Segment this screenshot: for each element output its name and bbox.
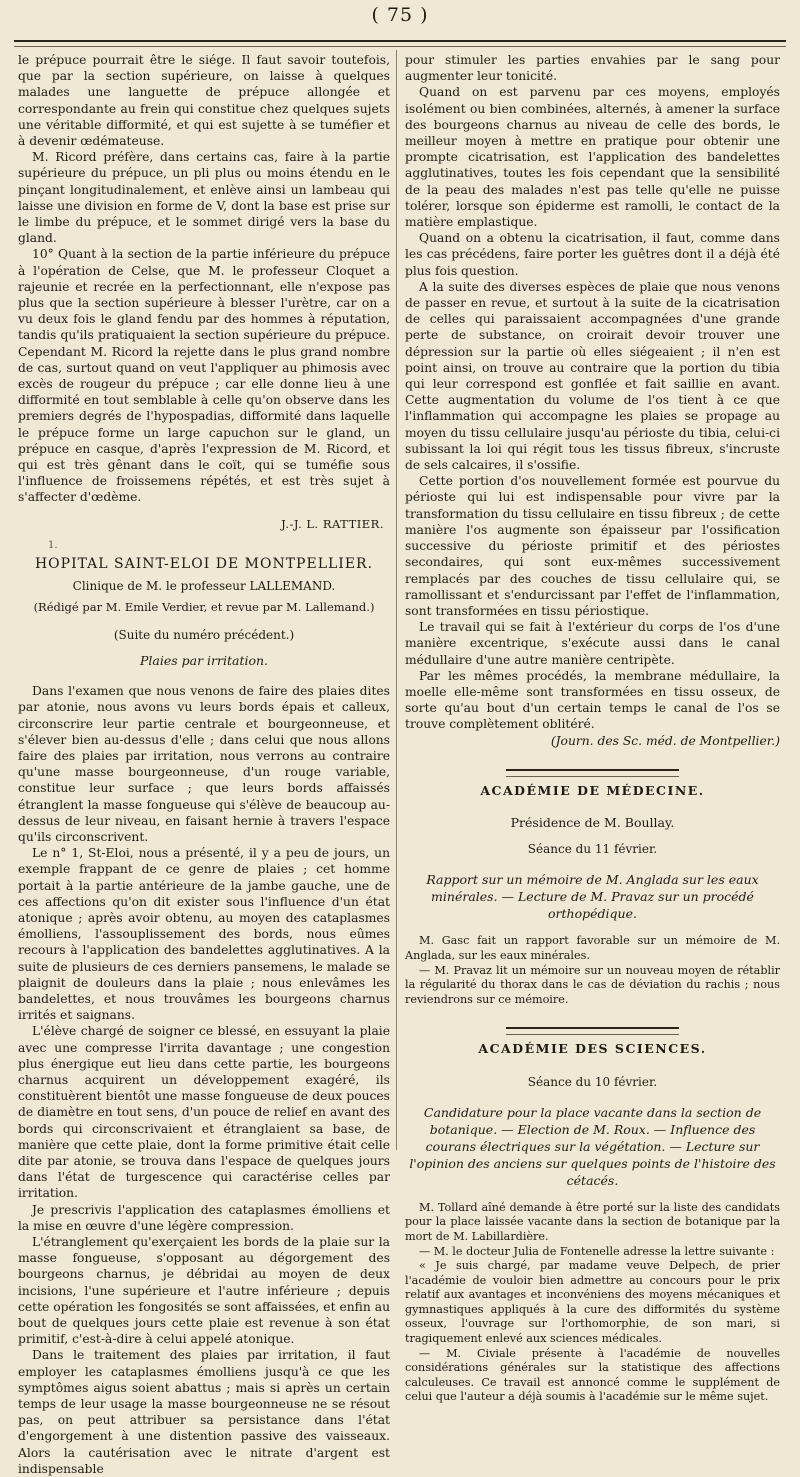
subheading: Plaies par irritation. xyxy=(139,652,269,668)
paragraph: Quand on est parvenu par ces moyens, employés isolément ou bien combinées, alternés, à amener la surface des bourgeons charnus au niveau de celle des bords, le meilleur moyen à mettre en pratique pour obtenir une prompte cicatrisation, est l'application des bandelettes agglutinatives, toutes les fois cependant que la sensibilité de la peau des malades n'est pas telle qu'elle ne puisse tolérer, lorsque son épiderme est ramolli, le contact de la matière emplastique. xyxy=(405,85,780,230)
presidency-line: Présidence de M. Boullay. xyxy=(510,814,675,830)
page-number: ( 75 ) xyxy=(371,4,429,26)
paragraph: Cette portion d'os nouvellement formée est pourvue du périoste qui lui est indispensable pour vivre par la transformation du tissu cellulaire en tissu fibreux ; de cette manière l'os augmente son épaisseur par l'ossification successive du périoste primitif et des périostes secondaires, qui sont eux-mêmes successivement remplacés par des couches de tissu cellulaire qui, se ramollissant et s'endurcissant par l'effet de l'inflammation, sont transformées en tissu périostique. xyxy=(405,474,780,618)
section-separator xyxy=(506,1027,679,1035)
paragraph: M. Tollard aîné demande à être porté sur la liste des candidats pour la place laissée vacante dans la section de botanique par la mort de M. Labillardière. xyxy=(405,1200,780,1243)
paragraph: L'étranglement qu'exerçaient les bords de la plaie sur la masse fongueuse, s'opposant au dégorgement des bourgeons charnus, je débridai au moyen de deux incisions, l'une supérieure et l'autre inférieure ; depuis cette opération les fongosités se sont affaissées, et enfin au bout de quelques jours cette plaie est revenue à son état primitif, c'est-à-dire à celui appelé atonique. xyxy=(18,1235,390,1347)
column-divider xyxy=(396,50,397,1150)
section-separator xyxy=(506,769,679,777)
paragraph: 10° Quant à la section de la partie inférieure du prépuce à l'opération de Celse, que M. le professeur Cloquet a rajeunie et recrée en la perfectionnant, elle n'expose pas plus que la section supérieure à blesser l'urètre, car on a vu deux fois le gland fendu par des hommes à réputation, tandis qu'ils pratiquaient la section supérieure du prépuce. Cependant M. Ricord la rejette dans le plus grand nombre de cas, surtout quand on veut l'appliquer au phimosis avec excès de rougeur du prépuce ; car elle donne lieu à une difformité en tout semblable à celle qu'on observe dans les premiers degrés de l'hypospadias, difformité dans laquelle le prépuce forme un large capuchon sur le gland, un prépuce en casque, d'après l'expression de M. Ricord, et qui est très gênant dans le coït, qui se tuméfie sous l'influence de froissemens répétés, et est très sujet à s'affecter d'œdème. xyxy=(18,247,390,505)
paragraph: A la suite des diverses espèces de plaie que nous venons de passer en revue, et surtout à la suite de la cicatrisation de celles qui paraissaient accompagnées d'une grande perte de substance, on croirait devoir trouver une dépression sur la partie où elles siégeaient ; il n'en est point ainsi, on trouve au contraire que la portion du tibia qui leur correspond est gonflée et fait saillie en avant. Cette augmentation du volume de l'os tient à ce que l'inflammation qui accompagne les plaies se propage au moyen du tissu cellulaire jusqu'au périoste du tibia, celui-ci subissant la loi qui régit tous les tissus fibreux, s'incruste de sels calcaires, il s'ossifie. xyxy=(405,279,780,473)
author-signature: J.-J. L. RATTIER. xyxy=(281,516,384,531)
paragraph: L'élève chargé de soigner ce blessé, en essuyant la plaie avec une compresse l'irrita davantage ; une congestion plus énergique eut lieu dans cette partie, les bourgeons charnus acquirent un développement exagéré, ils constituèrent bientôt une masse fongueuse de deux pouces de diamètre en tout sens, d'un pouce de relief en avant des bords qui circonscrivaient et étranglaient sa base, de manière que cette plaie, dont la forme primitive était celle dite par atonie, se trouva dans l'espace de quelques jours dans l'état de turgescence qui caractérise celles par irritation. xyxy=(18,1024,390,1201)
paragraph: Par les mêmes procédés, la membrane médullaire, la moelle elle-même sont transformées en tissu osseux, de sorte qu'au bout d'un certain temps le canal de l'os se trouve complètement oblitéré. xyxy=(405,668,780,732)
paragraph: — M. Pravaz lit un mémoire sur un nouveau moyen de rétablir la régularité du thorax dans le cas de déviation du rachis ; nous reviendrons sur ce mémoire. xyxy=(405,963,780,1006)
clinic-line: Clinique de M. le professeur LALLEMAND. xyxy=(72,579,336,594)
session-date: Séance du 10 février. xyxy=(527,1074,658,1089)
section-mark: 1. xyxy=(48,539,58,551)
editor-note: (Rédigé par M. Emile Verdier, et revue par M. Lallemand.) xyxy=(33,599,375,614)
paragraph: le prépuce pourrait être le siége. Il faut savoir toutefois, que par la section supérieure, on laisse à quelques malades une languette de prépuce allongée et correspondante au frein qui constitue chez quelques sujets une véritable difformité, et qui est sujette à se tuméfier et à devenir œdémateuse. xyxy=(18,53,390,149)
hospital-title: HOPITAL SAINT-ELOI DE MONTPELLIER. xyxy=(34,556,374,573)
paragraph: M. Gasc fait un rapport favorable sur un mémoire de M. Anglada, sur les eaux minérales. xyxy=(405,934,780,962)
continuation-note: (Suite du numéro précédent.) xyxy=(113,627,295,642)
paragraph: — M. le docteur Julia de Fontenelle adresse la lettre suivante : xyxy=(419,1244,775,1258)
session-date: Séance du 11 février. xyxy=(527,842,658,857)
academy-of-medicine-title: ACADÉMIE DE MÉDECINE. xyxy=(480,782,705,798)
paragraph: Le travail qui se fait à l'extérieur du corps de l'os d'une manière excentrique, s'exécute aussi dans le canal médullaire d'une autre manière centripète. xyxy=(405,620,780,667)
paragraph: « Je suis chargé, par madame veuve Delpech, de prier l'académie de vouloir bien admettre au concours pour le prix relatif aux avantages et inconvéniens des moyens mécaniques et gymnastiques appliqués à la cure des difformités du système osseux, l'ouvrage sur l'orthomorphie, de son mari, si tragiquement enlevé aux sciences médicales. xyxy=(405,1259,780,1346)
paragraph: — M. Civiale présente à l'académie de nouvelles considérations générales sur la statistique des affections calculeuses. Ce travail est annoncé comme le supplément de celui que l'auteur a déjà soumis à l'académie sur le même sujet. xyxy=(405,1346,780,1404)
right-column xyxy=(405,52,780,1405)
paragraph: Dans l'examen que nous venons de faire des plaies dites par atonie, nous avons vu leurs bords épais et calleux, circonscrire leur partie centrale et bourgeonneuse, et s'élever bien au-dessus d'elle ; dans celui que nous allons faire des plaies par irritation, nous verrons au contraire qu'une masse bourgeonneuse, d'un rouge variable, constitue leur surface ; que leurs bords affaissés étranglent la masse fongueuse qui s'élève de beaucoup au-dessus de leur niveau, en faisant hernie à travers l'espace qu'ils circonscrivent. xyxy=(18,684,390,844)
academy-of-sciences-title: ACADÉMIE DES SCIENCES. xyxy=(478,1041,707,1057)
header-rule xyxy=(14,40,786,47)
session-agenda: Candidature pour la place vacante dans la section de botanique. — Election de M. Roux. — Influence des courans électriques sur la végétation. — Lecture sur l'opinion des anciens sur quelques points de l'histoire des cétacés. xyxy=(409,1104,776,1188)
paragraph: Quand on a obtenu la cicatrisation, il faut, comme dans les cas précédens, faire porter les guêtres dont il a déjà été plus fois question. xyxy=(405,231,780,278)
paragraph: Dans le traitement des plaies par irritation, il faut employer les cataplasmes émolliens jusqu'à ce que les symptômes aigus soient abattus ; mais si après un certain temps de leur usage la masse bourgeonneuse ne se résout pas, on peut attribuer sa persistance dans l'état d'engorgement à une distention passive des vaisseaux. Alors la cautérisation avec le nitrate d'argent est indispensable xyxy=(18,1348,390,1476)
paragraph: Je prescrivis l'application des cataplasmes émolliens et la mise en œuvre d'une légère compression. xyxy=(18,1202,390,1233)
session-agenda: Rapport sur un mémoire de M. Anglada sur les eaux minérales. — Lecture de M. Pravaz sur un procédé orthopédique. xyxy=(426,872,759,922)
source-citation: (Journ. des Sc. méd. de Montpellier.) xyxy=(550,733,780,748)
paragraph: Le n° 1, St-Eloi, nous a présenté, il y a peu de jours, un exemple frappant de ce genre de plaies ; cet homme portait à la partie antérieure de la jambe gauche, une de ces affections qu'on dit exister sous l'influence d'un état atonique ; après avoir obtenu, au moyen des cataplasmes émolliens, l'assouplissement des bords, nous eûmes recours à l'application des bandelettes agglutinatives. A la suite de plusieurs de ces derniers pansemens, le malade se plaignit de douleurs dans la plaie ; nous enlevâmes les bandelettes, et nous trouvâmes les bourgeons charnus irrités et saignans. xyxy=(18,846,390,1023)
paragraph: pour stimuler les parties envahies par le sang pour augmenter leur tonicité. xyxy=(405,53,780,84)
left-column xyxy=(18,52,390,1477)
paragraph: M. Ricord préfère, dans certains cas, faire à la partie supérieure du prépuce, un pli plus ou moins étendu en le pinçant longitudinalement, et enlève ainsi un lambeau qui laisse une division en forme de V, dont la base est prise sur le limbe du prépuce, et le sommet dirigé vers la base du gland. xyxy=(18,150,390,246)
